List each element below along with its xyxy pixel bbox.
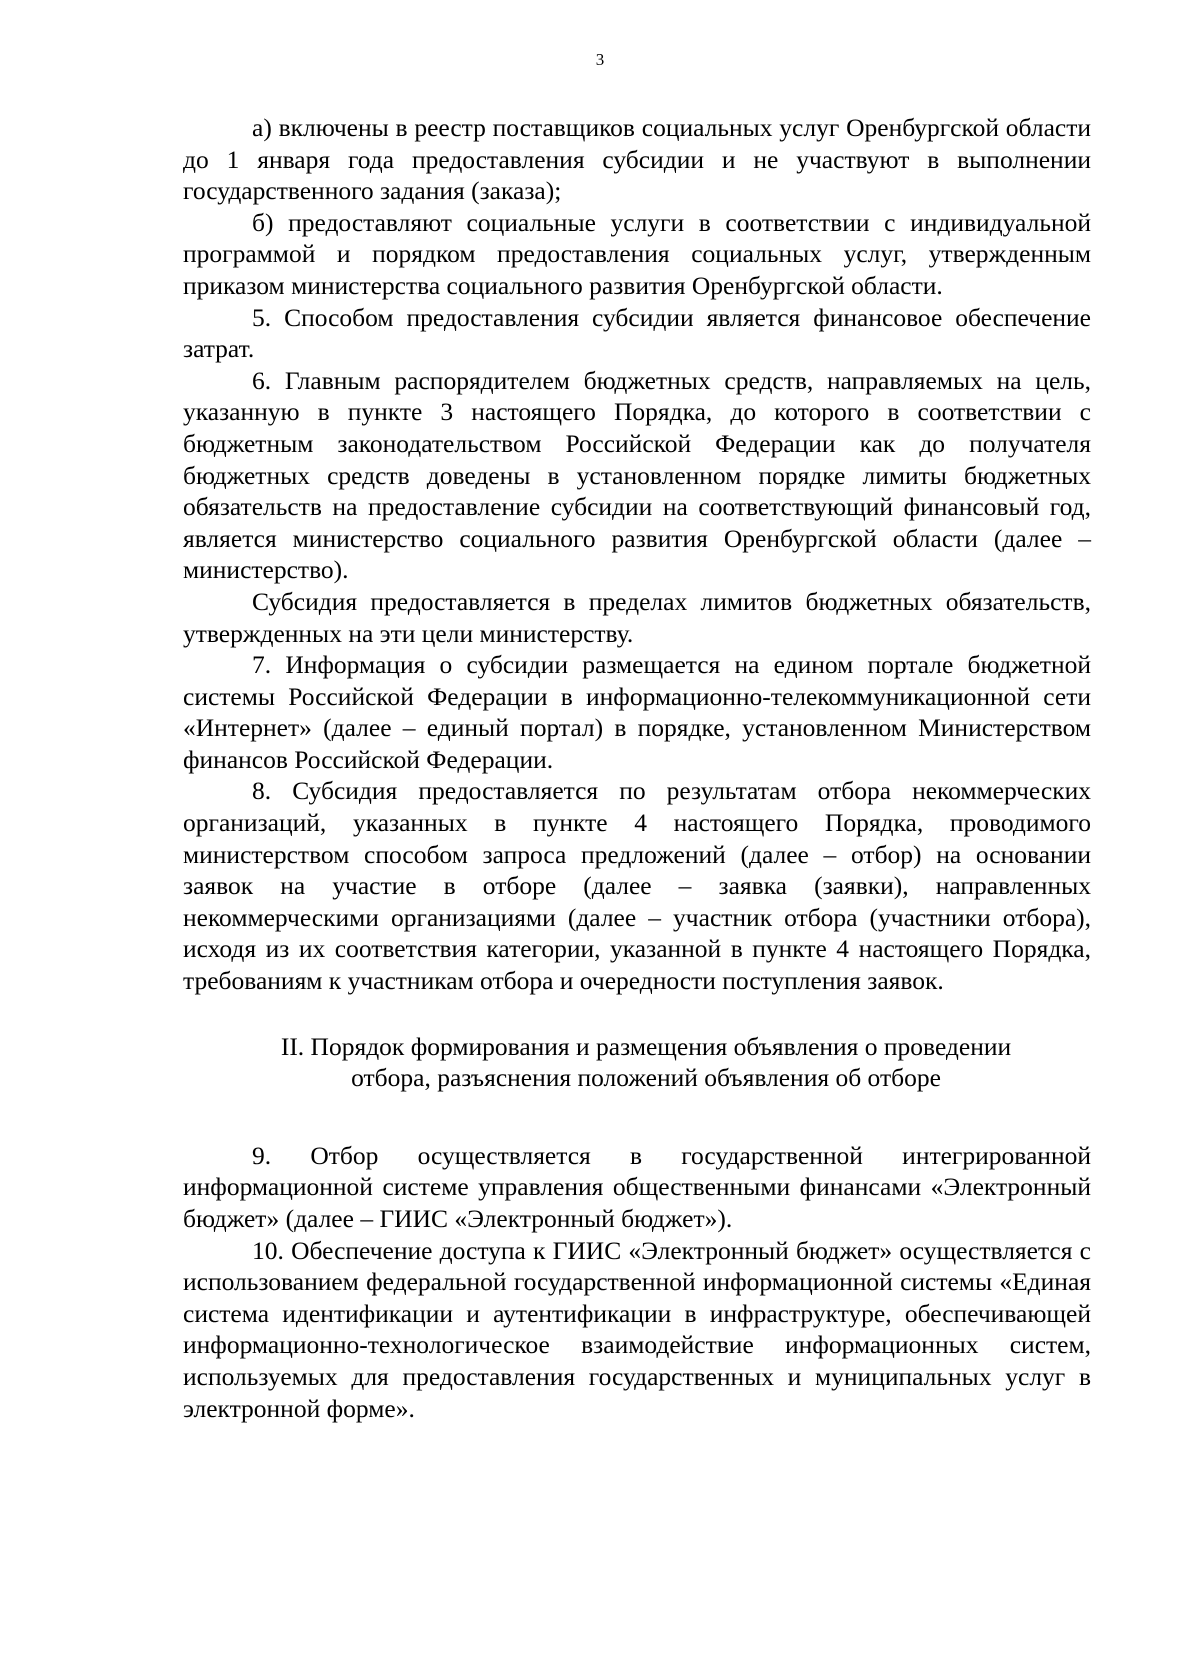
paragraph-7: 7. Информация о субсидии размещается на едином портале бюджетной системы Российской Федерации в информационно-телекоммуникационной сети «Интернет» (далее – единый портал) в порядке, установленном Министерством финансов Российской Федерации. — [183, 650, 1091, 774]
document-body — [183, 112, 1091, 1424]
section-heading — [183, 1031, 1091, 1094]
page-number: 3 — [595, 50, 605, 69]
paragraph-item-b: б) предоставляют социальные услуги в соответствии с индивидуальной программой и порядком предоставления социальных услуг, утвержденным приказом министерства социального развития Оренбургской области. — [183, 207, 1091, 300]
paragraph-item-a: а) включены в реестр поставщиков социальных услуг Оренбургской области до 1 января года предоставления субсидии и не участвуют в выполнении государственного задания (заказа); — [183, 113, 1091, 206]
paragraph-6: 6. Главным распорядителем бюджетных средств, направляемых на цель, указанную в пункте 3 настоящего Порядка, до которого в соответствии с бюджетным законодательством Российской Федерации как до получателя бюджетных средств доведены в установленном порядке лимиты бюджетных обязательств на предоставление субсидии на соответствующий финансовый год, является министерство социального развития Оренбургской области (далее – министерство). — [183, 365, 1091, 585]
paragraph-5: 5. Способом предоставления субсидии является финансовое обеспечение затрат. — [183, 302, 1091, 364]
section-heading-line-2: отбора, разъяснения положений объявления об отборе — [351, 1063, 941, 1093]
paragraph-8: 8. Субсидия предоставляется по результатам отбора некоммерческих организаций, указанных в пункте 4 настоящего Порядка, проводимого министерством способом запроса предложений (далее – отбор) на основании заявок на участие в отборе (далее – заявка (заявки), направленных некоммерческими организациями (далее – участник отбора (участники отбора), исходя из их соответствия категории, указанной в пункте 4 настоящего Порядка, требованиям к участникам отбора и очередности поступления заявок. — [183, 776, 1091, 996]
paragraph-9: 9. Отбор осуществляется в государственной интегрированной информационной системе управления общественными финансами «Электронный бюджет» (далее – ГИИС «Электронный бюджет»). — [183, 1140, 1091, 1233]
paragraph-6-subsidy-limits: Субсидия предоставляется в пределах лимитов бюджетных обязательств, утвержденных на эти цели министерству. — [183, 586, 1091, 648]
paragraph-10: 10. Обеспечение доступа к ГИИС «Электронный бюджет» осуществляется с использованием федеральной государственной информационной системы «Единая система идентификации и аутентификации в инфраструктуре, обеспечивающей информационно-технологическое взаимодействие информационных систем, используемых для предоставления государственных и муниципальных услуг в электронной форме». — [183, 1235, 1091, 1423]
section-heading-line-1: II. Порядок формирования и размещения объявления о проведении — [280, 1031, 1012, 1061]
